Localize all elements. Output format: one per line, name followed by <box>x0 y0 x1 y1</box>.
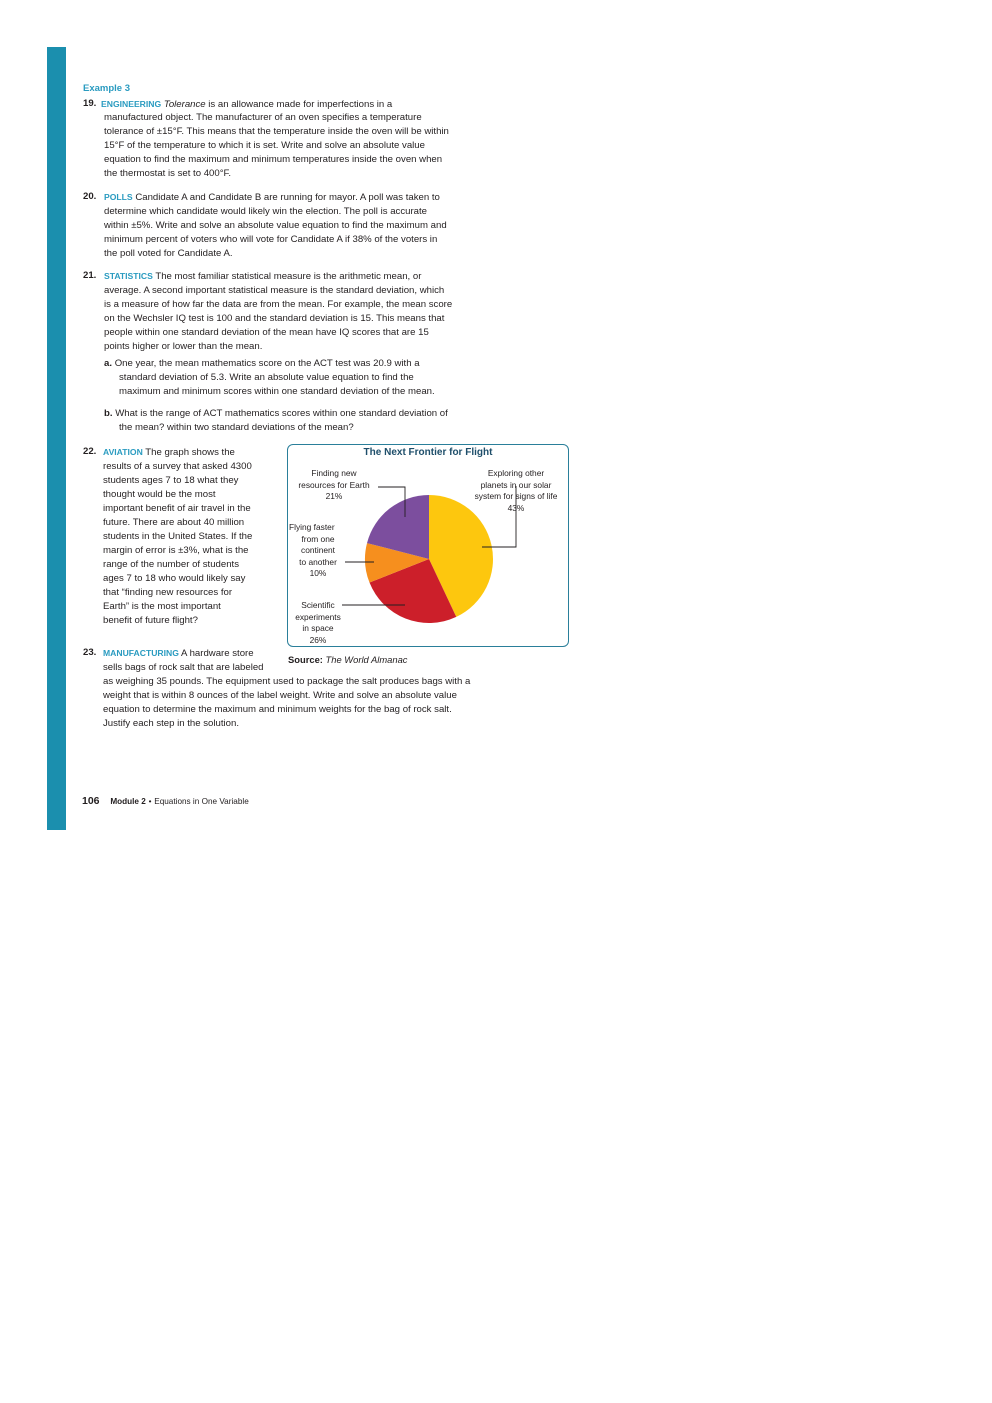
slice-value: 21% <box>325 491 343 501</box>
exercise-line: results of a survey that asked 4300 <box>103 461 252 472</box>
source-name: The World Almanac <box>325 654 408 665</box>
module-label: Module 2 <box>110 797 146 806</box>
footer-separator: • <box>148 797 152 806</box>
slice-label-line: to another <box>299 556 337 567</box>
exercise-line: The graph shows the <box>145 447 235 458</box>
exercise-keyword: POLLS <box>104 192 133 202</box>
exercise-number: 19. <box>83 98 97 109</box>
slice-label-line: Exploring other <box>487 468 545 478</box>
module-topic: Equations in One Variable <box>154 797 249 806</box>
exercise-line: people within one standard deviation of the mean have IQ scores that are 15 <box>104 327 429 338</box>
slice-label-line: system for signs of life <box>474 491 558 501</box>
slice-value: 10% <box>309 568 327 578</box>
exercise-line: sells bags of rock salt that are labeled <box>103 662 264 673</box>
exercise-keyword: STATISTICS <box>104 271 153 281</box>
part-letter: a. <box>104 358 113 369</box>
source-prefix: Source: <box>288 654 323 665</box>
slice-label-line: experiments <box>295 611 341 622</box>
slice-label-exploring <box>462 468 570 514</box>
slice-label-line: Scientific <box>301 600 335 610</box>
slice-value: 43% <box>507 502 525 513</box>
exercise-line: 15°F of the temperature to which it is set. Write and solve an absolute value <box>104 140 425 151</box>
exercise-line: the poll voted for Candidate A. <box>104 248 233 259</box>
exercise-line: weight that is within 8 ounces of the label weight. Write and solve an absolute value <box>103 690 457 701</box>
slice-value: 26% <box>309 634 327 645</box>
exercise-line: on the Wechsler IQ test is 100 and the standard deviation is 15. This means that <box>104 313 445 324</box>
exercise-keyword: MANUFACTURING <box>103 648 179 658</box>
page-footer <box>82 795 249 807</box>
pie-chart <box>0 0 992 700</box>
exercise-line: future. There are about 40 million <box>103 517 245 528</box>
slice-label-line: planets in our solar <box>480 479 552 490</box>
chart-title: The Next Frontier for Flight <box>363 447 493 458</box>
exercise-line: Candidate A and Candidate B are running for mayor. A poll was taken to <box>135 192 440 203</box>
exercise-number: 22. <box>83 446 97 457</box>
exercise-line: within ±5%. Write and solve an absolute value equation to find the maximum and <box>104 220 447 231</box>
exercise-line: students ages 7 to 18 what they <box>103 475 239 486</box>
exercise-line: important benefit of air travel in the <box>103 503 251 514</box>
exercise-line: equation to find the maximum and minimum temperatures inside the oven when <box>104 154 443 165</box>
slice-label-line: from one <box>301 533 335 544</box>
part-line: maximum and minimum scores within one standard deviation of the mean. <box>119 386 435 397</box>
exercise-line: as weighing 35 pounds. The equipment used to package the salt produces bags with a <box>103 676 471 687</box>
exercise-line: Justify each step in the solution. <box>103 718 239 729</box>
slice-label-scientific <box>289 600 347 646</box>
exercise-line: The most familiar statistical measure is the arithmetic mean, or <box>155 271 422 282</box>
exercise-line: thought would be the most <box>103 489 216 500</box>
part-line: standard deviation of 5.3. Write an absolute value equation to find the <box>119 372 414 383</box>
exercise-line: equation to determine the maximum and minimum weights for the bag of rock salt. <box>103 704 452 715</box>
part-letter: b. <box>104 408 113 419</box>
exercise-line: benefit of future flight? <box>103 615 198 626</box>
page-number: 106 <box>82 795 100 807</box>
exercise-line: margin of error is ±3%, what is the <box>103 545 249 556</box>
exercise-line: tolerance of ±15°F. This means that the temperature inside the oven will be within <box>104 126 449 137</box>
exercise-line: average. A second important statistical measure is the standard deviation, which <box>104 285 445 296</box>
exercise-line: determine which candidate would likely win the election. The poll is accurate <box>104 206 427 217</box>
exercise-line: ages 7 to 18 who would likely say <box>103 573 246 584</box>
exercise-line: points higher or lower than the mean. <box>104 341 263 352</box>
exercise-line: Tolerance is an allowance made for imperfections in a <box>163 99 393 110</box>
exercise-number: 21. <box>83 270 97 281</box>
exercise-line: A hardware store <box>181 648 254 659</box>
exercise-line: students in the United States. If the <box>103 531 253 542</box>
exercise-line: Earth” is the most important <box>103 601 221 612</box>
part-line: What is the range of ACT mathematics scores within one standard deviation of <box>115 408 448 419</box>
exercise-line: minimum percent of voters who will vote for Candidate A if 38% of the voters in <box>104 234 438 245</box>
part-line: the mean? within two standard deviations of the mean? <box>119 422 354 433</box>
exercise-line: range of the number of students <box>103 559 239 570</box>
exercise-keyword: AVIATION <box>103 447 143 457</box>
slice-label-line: Flying faster <box>289 522 335 532</box>
part-line: One year, the mean mathematics score on the ACT test was 20.9 with a <box>114 358 420 369</box>
exercise-line: the thermostat is set to 400°F. <box>104 168 232 179</box>
slice-label-line: Finding new <box>311 468 357 478</box>
slice-label-line: in space <box>302 623 334 633</box>
exercise-line: manufactured object. The manufacturer of an oven specifies a temperature <box>104 112 422 123</box>
slice-label-line: continent <box>301 545 335 555</box>
exercise-keyword: ENGINEERING <box>101 99 162 109</box>
slice-label-flying <box>289 522 347 580</box>
slice-label-line: resources for Earth <box>298 479 370 490</box>
exercise-line: is a measure of how far the data are from the mean. For example, the mean score <box>104 299 453 310</box>
exercise-number: 23. <box>83 647 97 658</box>
exercise-line: that “finding new resources for <box>103 587 233 598</box>
exercise-number: 20. <box>83 191 97 202</box>
example-label: Example 3 <box>83 83 130 94</box>
slice-label-finding <box>290 468 378 503</box>
